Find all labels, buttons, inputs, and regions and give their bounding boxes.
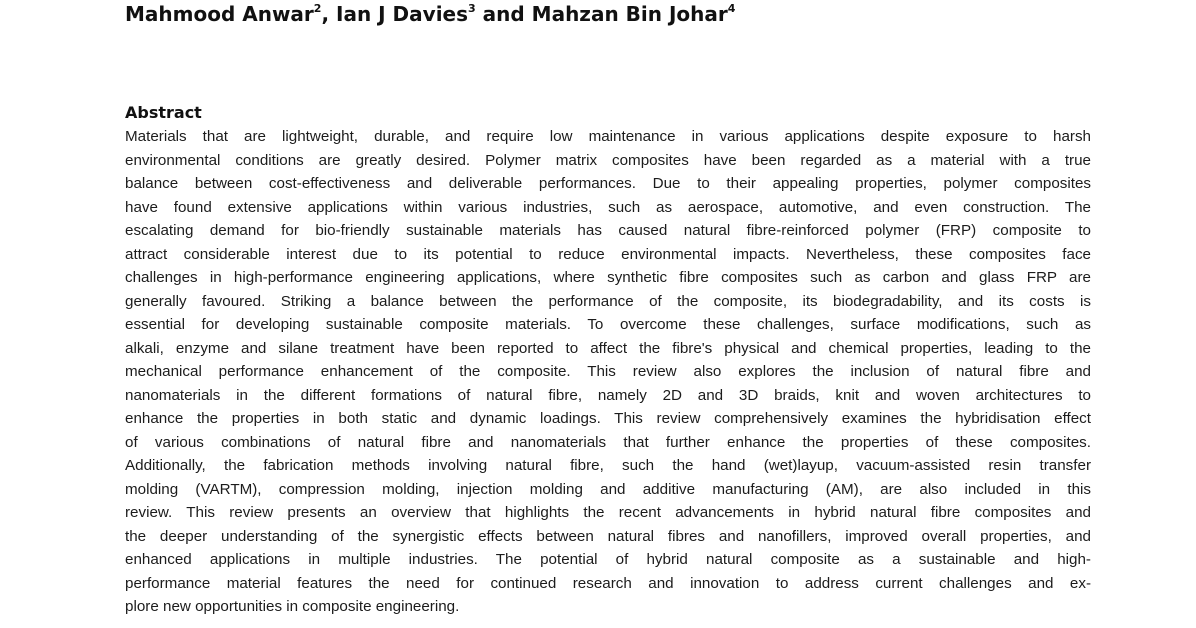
abstract-line: balance between cost-effectiveness and deliverable performances. Due to their appealing properties, polymer composites xyxy=(125,175,1091,192)
abstract-line: nanomaterials in the different formations of natural fibre, namely 2D and 3D braids, knit and woven architectures to xyxy=(125,386,1091,404)
author-name: Mahmood Anwar xyxy=(125,2,314,26)
abstract-line: alkali, enzyme and silane treatment have been reported to affect the fibre's physical and chemical properties, leading to the xyxy=(125,339,1091,357)
abstract-line: Materials that are lightweight, durable, and require low maintenance in various applications despite exposure to harsh xyxy=(125,128,1091,145)
author-name: Ian J Davies xyxy=(336,2,469,26)
abstract-line: performance material features the need for continued research and innovation to address current challenges and ex- xyxy=(125,574,1091,592)
abstract-line: attract considerable interest due to its potential to reduce environmental impacts. Nevertheless, these composites face xyxy=(125,245,1091,263)
abstract-line: generally favoured. Striking a balance between the performance of the composite, its biodegradability, and its costs is xyxy=(125,292,1091,310)
affiliation-marker: 2 xyxy=(313,2,322,15)
abstract-line: essential for developing sustainable composite materials. To overcome these challenges, surface modifications, such as xyxy=(125,316,1091,333)
abstract-line: the deeper understanding of the synergistic effects between natural fibres and nanofillers, improved overall properties, and xyxy=(125,527,1091,545)
abstract-line: Additionally, the fabrication methods involving natural fibre, such the hand (wet)layup, vacuum-assisted resin transfer xyxy=(125,457,1091,474)
author-separator: , xyxy=(321,2,337,26)
abstract-line: mechanical performance enhancement of the composite. This review also explores the inclusion of natural fibre and xyxy=(125,363,1091,380)
affiliation-marker: 3 xyxy=(468,2,476,15)
abstract-body xyxy=(125,125,1091,619)
abstract-line: challenges in high-performance engineering applications, where synthetic fibre composites such as carbon and glass FRP are xyxy=(125,269,1091,286)
abstract-heading: Abstract xyxy=(125,103,202,122)
abstract-line: of various combinations of natural fibre and nanomaterials that further enhance the properties of these composites. xyxy=(125,433,1091,451)
abstract-line: molding (VARTM), compression molding, injection molding and additive manufacturing (AM), are also included in this xyxy=(125,480,1091,498)
abstract-line: escalating demand for bio-friendly sustainable materials has caused natural fibre-reinforced polymer (FRP) composite to xyxy=(125,222,1091,239)
abstract-line: enhanced applications in multiple industries. The potential of hybrid natural composite as a sustainable and high- xyxy=(125,551,1091,568)
abstract-line: review. This review presents an overview that highlights the recent advancements in hybrid natural fibre composites and xyxy=(125,504,1091,521)
abstract-line: environmental conditions are greatly desired. Polymer matrix composites have been regarded as a material with a true xyxy=(125,151,1091,169)
author-separator: and xyxy=(475,2,532,26)
author-name: Mahzan Bin Johar xyxy=(531,2,728,26)
author-line xyxy=(125,2,735,26)
affiliation-marker: 4 xyxy=(727,2,736,15)
abstract-line: plore new opportunities in composite engineering. xyxy=(125,598,460,615)
abstract-line: have found extensive applications within various industries, such as aerospace, automotive, and even construction. The xyxy=(125,198,1091,216)
abstract-line: enhance the properties in both static and dynamic loadings. This review comprehensively examines the hybridisation effect xyxy=(125,410,1091,427)
